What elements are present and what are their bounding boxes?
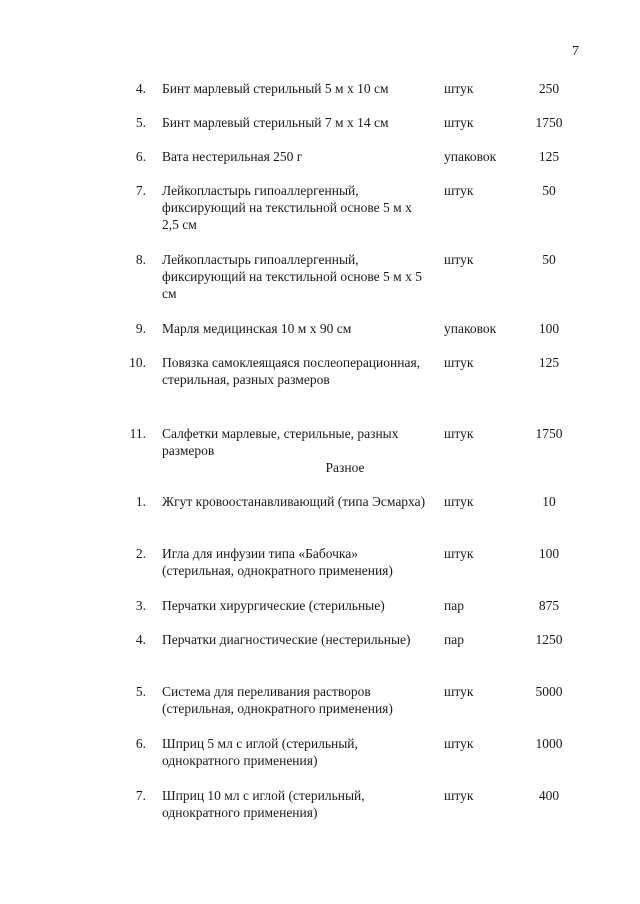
- item-quantity: 125: [538, 149, 560, 164]
- item-unit: штук: [444, 115, 474, 130]
- table-row: [0, 787, 640, 839]
- item-number: 1.: [135, 494, 146, 509]
- table-row: [0, 251, 640, 303]
- table-row: [0, 182, 640, 234]
- item-unit: штук: [444, 81, 474, 96]
- item-unit: пар: [444, 632, 464, 647]
- item-number: 8.: [135, 252, 146, 267]
- item-number: 7.: [135, 788, 146, 803]
- item-number: 4.: [135, 81, 146, 96]
- item-number: 11.: [129, 426, 146, 441]
- item-unit: штук: [444, 252, 474, 267]
- item-quantity: 400: [538, 788, 560, 803]
- page-number: 7: [572, 44, 579, 59]
- item-number: 6.: [135, 149, 146, 164]
- item-quantity: 100: [538, 546, 560, 561]
- item-unit: штук: [444, 426, 474, 441]
- item-quantity: 10: [542, 494, 556, 509]
- item-name: Система для переливания растворов (стерильная, однократного применения): [162, 684, 393, 716]
- item-quantity: 1000: [535, 736, 563, 751]
- item-quantity: 50: [542, 183, 556, 198]
- item-number: 5.: [135, 684, 146, 699]
- item-name: Перчатки хирургические (стерильные): [162, 598, 385, 613]
- item-unit: упаковок: [444, 149, 497, 164]
- item-quantity: 1250: [535, 632, 563, 647]
- item-number: 6.: [135, 736, 146, 751]
- table-row: [0, 631, 640, 683]
- item-quantity: 50: [542, 252, 556, 267]
- item-unit: штук: [444, 546, 474, 561]
- item-name: Перчатки диагностические (нестерильные): [162, 632, 411, 647]
- item-quantity: 1750: [535, 115, 563, 130]
- item-quantity: 5000: [535, 684, 563, 699]
- item-name: Шприц 5 мл с иглой (стерильный, однократного применения): [162, 736, 358, 768]
- table-row: [0, 545, 640, 597]
- item-number: 9.: [135, 321, 146, 336]
- table-row: [0, 493, 640, 545]
- item-unit: штук: [444, 494, 474, 509]
- item-number: 4.: [135, 632, 146, 647]
- item-unit: штук: [444, 736, 474, 751]
- table-row: [0, 735, 640, 787]
- item-name: Шприц 10 мл с иглой (стерильный, однократного применения): [162, 788, 365, 820]
- item-name: Лейкопластырь гипоаллергенный, фиксирующий на текстильной основе 5 м х 2,5 см: [162, 183, 412, 232]
- item-quantity: 250: [538, 81, 560, 96]
- item-unit: штук: [444, 183, 474, 198]
- item-unit: упаковок: [444, 321, 497, 336]
- item-unit: пар: [444, 598, 464, 613]
- item-name: Игла для инфузии типа «Бабочка» (стерильная, однократного применения): [162, 546, 393, 578]
- item-number: 2.: [135, 546, 146, 561]
- item-unit: штук: [444, 684, 474, 699]
- section-heading: Разное: [325, 460, 365, 475]
- item-name: Повязка самоклеящаяся послеоперационная, стерильная, разных размеров: [162, 355, 421, 387]
- item-name: Жгут кровоостанавливающий (типа Эсмарха): [162, 494, 426, 509]
- item-name: Марля медицинская 10 м х 90 см: [162, 321, 352, 336]
- item-name: Бинт марлевый стерильный 7 м х 14 см: [162, 115, 389, 130]
- item-name: Лейкопластырь гипоаллергенный, фиксирующий на текстильной основе 5 м х 5 см: [162, 252, 422, 301]
- item-name: Бинт марлевый стерильный 5 м х 10 см: [162, 81, 389, 96]
- item-quantity: 100: [538, 321, 560, 336]
- item-quantity: 1750: [535, 426, 563, 441]
- item-name: Вата нестерильная 250 г: [162, 149, 303, 164]
- item-unit: штук: [444, 355, 474, 370]
- item-number: 3.: [135, 598, 146, 613]
- table-row: [0, 683, 640, 735]
- item-name: Салфетки марлевые, стерильные, разных размеров: [162, 426, 399, 458]
- item-quantity: 125: [538, 355, 560, 370]
- item-number: 7.: [135, 183, 146, 198]
- item-number: 5.: [135, 115, 146, 130]
- item-unit: штук: [444, 788, 474, 803]
- table-row: [0, 354, 640, 406]
- item-quantity: 875: [538, 598, 560, 613]
- item-number: 10.: [129, 355, 146, 370]
